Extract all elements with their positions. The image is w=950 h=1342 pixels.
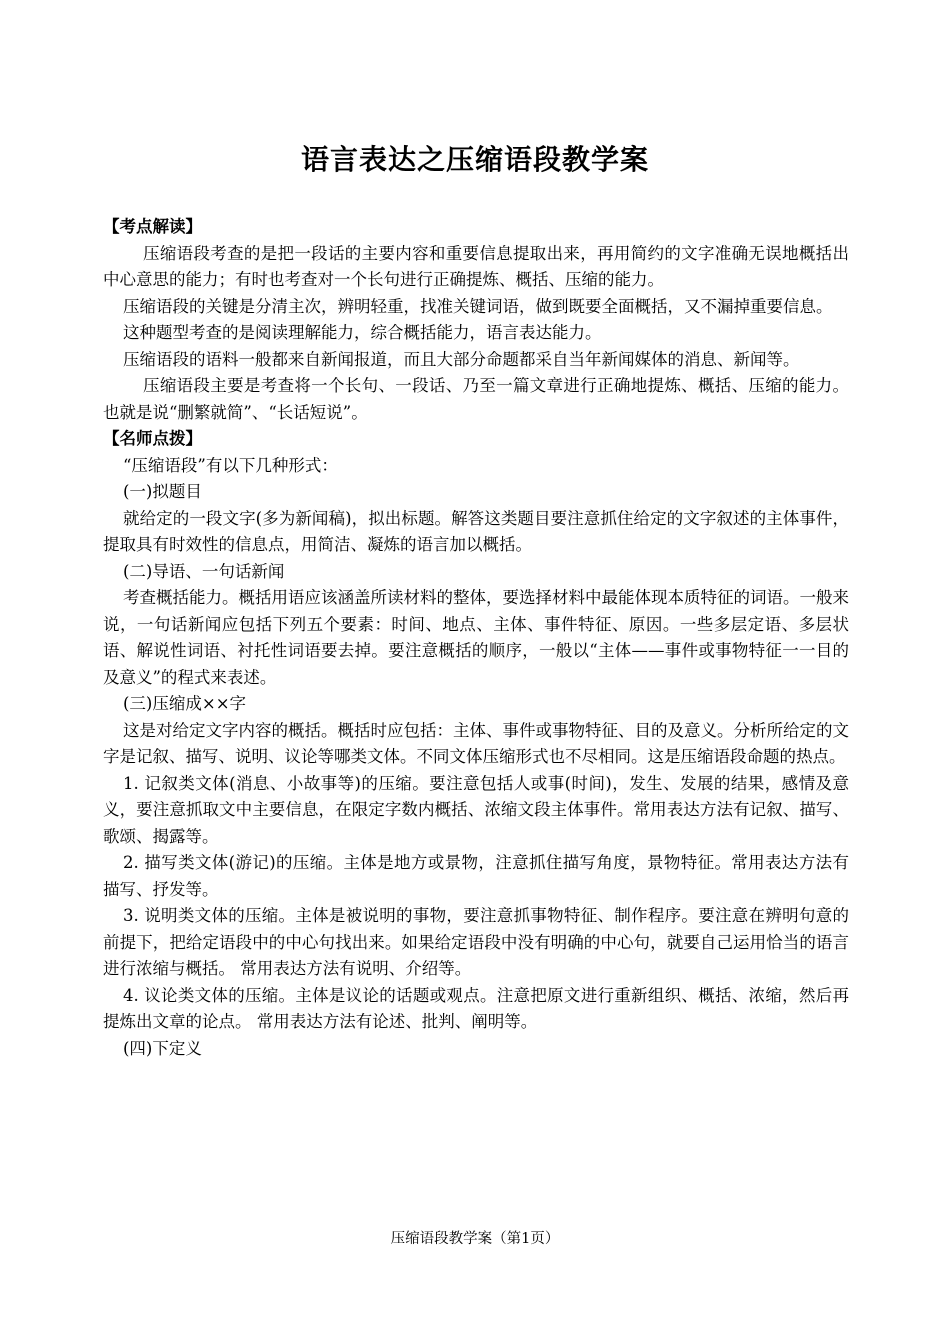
list-item: 4. 议论类文体的压缩。主体是议论的话题或观点。注意把原文进行重新组织、概括、浓缩，然后再提炼出文章的论点。 常用表达方法有论述、批判、阐明等。 <box>103 985 849 1031</box>
paragraph: 这是对给定文字内容的概括。概括时应包括：主体、事件或事物特征、目的及意义。分析所给定的文字是记叙、描写、说明、议论等哪类文体。不同文体压缩形式也不尽相同。这是压缩语段命题的热点。 <box>103 720 849 766</box>
list-item: 3. 说明类文体的压缩。主体是被说明的事物，要注意抓事物特征、制作程序。要注意在辨明句意的前提下，把给定语段中的中心句找出来。如果给定语段中没有明确的中心句，就要自己运用恰当的语言进行浓缩与概括。 常用表达方法有说明、介绍等。 <box>103 906 849 978</box>
paragraph: 这种题型考查的是阅读理解能力，综合概括能力，语言表达能力。 <box>123 323 602 342</box>
paragraph: 压缩语段主要是考查将一个长句、一段话、乃至一篇文章进行正确地提炼、概括、压缩的能力。也就是说“删繁就简”、“长话短说”。 <box>103 376 849 422</box>
section-heading-kaodian: 【考点解读】 <box>103 217 202 236</box>
paragraph: 就给定的一段文字(多为新闻稿)，拟出标题。解答这类题目要注意抓住给定的文字叙述的主体事件，提取具有时效性的信息点，用简洁、凝炼的语言加以概括。 <box>103 508 849 554</box>
subheading: (一)拟题目 <box>123 482 202 501</box>
paragraph: 压缩语段考查的是把一段话的主要内容和重要信息提取出来，再用简约的文字准确无误地概括出中心意思的能力；有时也考查对一个长句进行正确提炼、概括、压缩的能力。 <box>103 243 849 289</box>
paragraph: 压缩语段的关键是分清主次，辨明轻重，找准关键词语，做到既要全面概括，又不漏掉重要信息。 <box>123 296 833 316</box>
section-heading-mingshi: 【名师点拨】 <box>103 429 202 448</box>
page-title: 语言表达之压缩语段教学案 <box>300 143 649 176</box>
paragraph: “压缩语段”有以下几种形式： <box>123 455 338 475</box>
page-footer: 压缩语段教学案（第1页） <box>390 1231 560 1247</box>
document-body <box>103 214 849 1062</box>
subheading: (二)导语、一句话新闻 <box>123 561 285 581</box>
paragraph: 考查概括能力。概括用语应该涵盖所读材料的整体，要选择材料中最能体现本质特征的词语。一般来说，一句话新闻应包括下列五个要素：时间、地点、主体、事件特征、原因。一些多层定语、多层状语、解说性词语、衬托性词语要去掉。要注意概括的顺序，一般以“主体——事件或事物特征一一目的及意义”的程式来表述。 <box>103 588 849 687</box>
subheading: (四)下定义 <box>123 1038 202 1058</box>
paragraph: 压缩语段的语料一般都来自新闻报道，而且大部分命题都采自当年新闻媒体的消息、新闻等。 <box>123 349 800 369</box>
list-item: 2. 描写类文体(游记)的压缩。主体是地方或景物，注意抓住描写角度，景物特征。常用表达方法有描写、抒发等。 <box>103 853 849 899</box>
subheading: (三)压缩成××字 <box>123 694 247 713</box>
list-item: 1. 记叙类文体(消息、小故事等)的压缩。要注意包括人或事(时间)，发生、发展的结果，感情及意义，要注意抓取文中主要信息，在限定字数内概括、浓缩文段主体事件。常用表达方法有记叙、描写、歌颂、揭露等。 <box>103 773 849 846</box>
